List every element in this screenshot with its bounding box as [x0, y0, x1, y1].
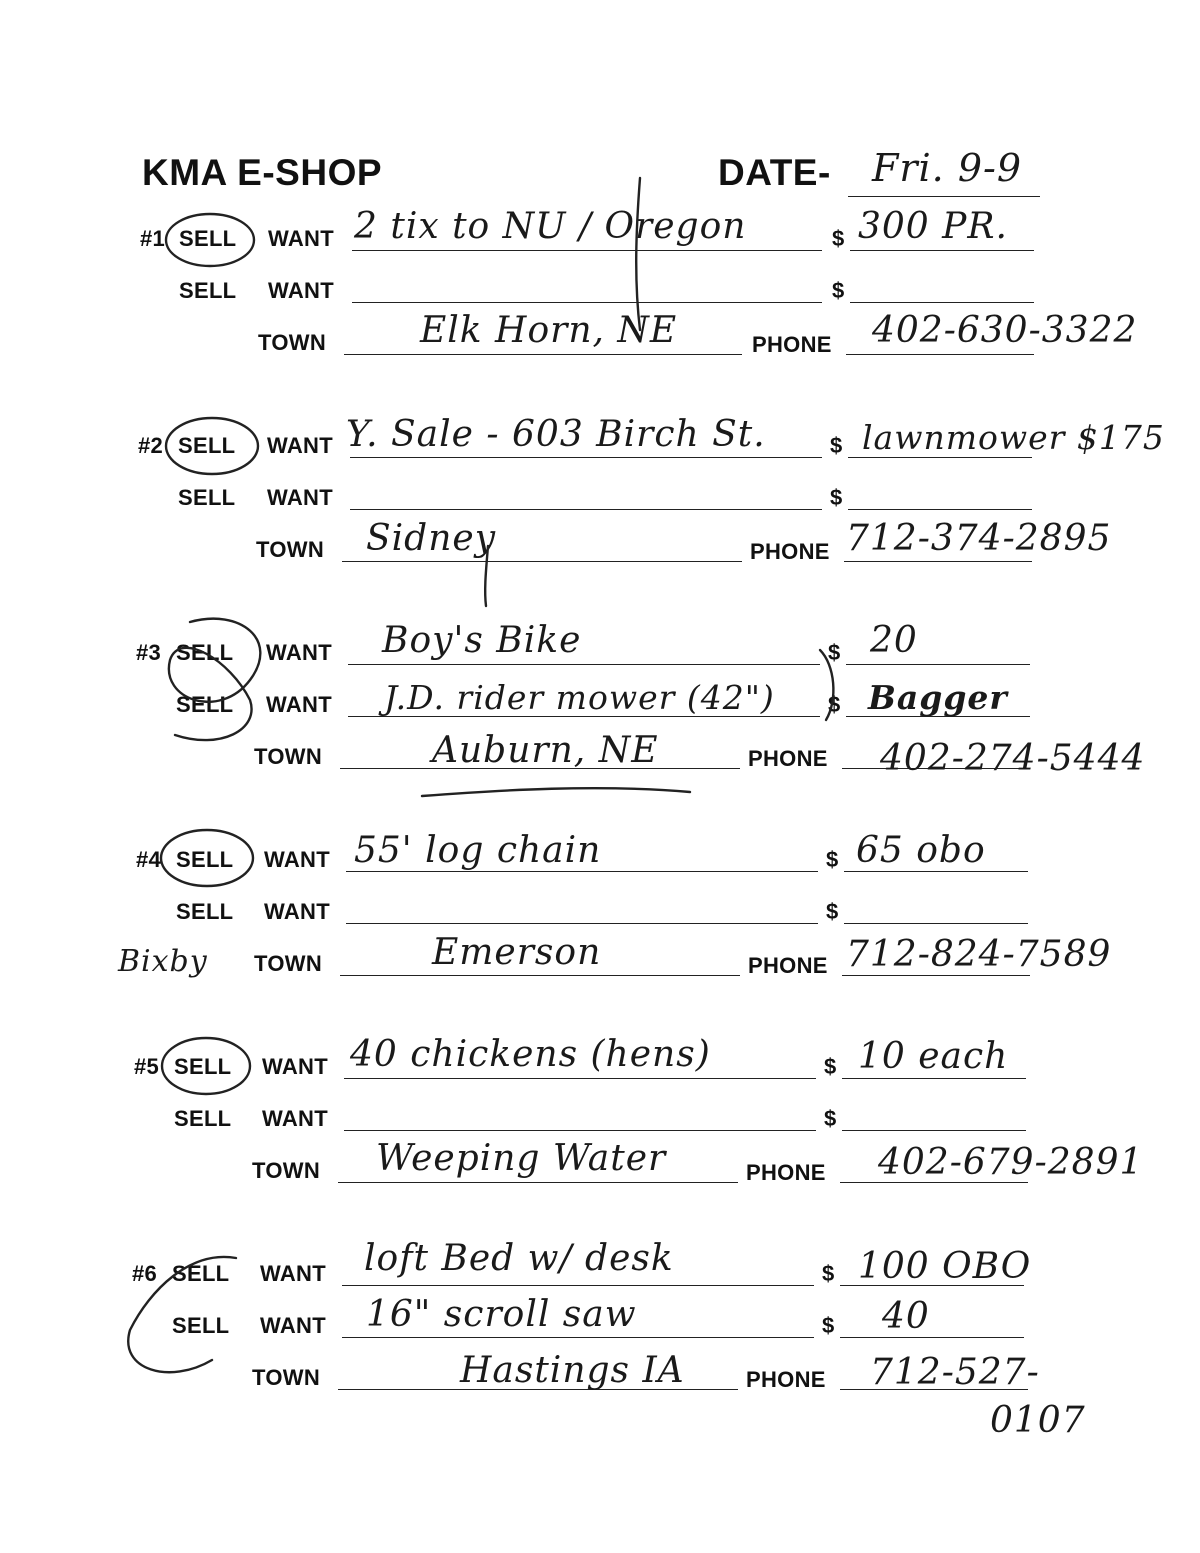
item-line: [352, 250, 822, 251]
price-line: [844, 871, 1028, 872]
price-value: lawnmower $175: [862, 418, 1165, 457]
price-value: 65 obo: [856, 830, 986, 871]
phone-line: [846, 354, 1034, 355]
dollar-sign: $: [824, 1106, 837, 1131]
want-label: WANT: [266, 692, 332, 717]
item-line: [348, 664, 820, 665]
sell-label: SELL: [178, 485, 236, 510]
divider-stroke-1: [636, 178, 640, 330]
sell-label: SELL: [176, 640, 234, 665]
want-label: WANT: [260, 1261, 326, 1286]
want-label: WANT: [266, 640, 332, 665]
phone-value: 712-374-2895: [846, 518, 1112, 559]
phone-value: 402-679-2891: [878, 1142, 1144, 1183]
phone-label: PHONE: [748, 746, 828, 771]
sell-label: SELL: [176, 899, 234, 924]
item-line: [346, 871, 818, 872]
dollar-sign: $: [830, 485, 843, 510]
sell-label: SELL: [179, 278, 237, 303]
dollar-sign: $: [830, 433, 843, 458]
price-line: [848, 457, 1032, 458]
want-label: WANT: [262, 1106, 328, 1131]
phone-value: 402-274-5444: [880, 738, 1146, 779]
sell-label: SELL: [176, 847, 234, 872]
entry-number: #3: [136, 640, 162, 665]
item-line: [352, 302, 822, 303]
item-line: [342, 1285, 814, 1286]
entry-number: #2: [138, 433, 164, 458]
sell-label: SELL: [172, 1313, 230, 1338]
dollar-sign: $: [822, 1313, 835, 1338]
want-label: WANT: [264, 899, 330, 924]
entry-number: #5: [134, 1054, 160, 1079]
phone-label: PHONE: [748, 953, 828, 978]
item-line: [350, 457, 822, 458]
price-value: 10 each: [858, 1036, 1009, 1077]
phone-value: 712-824-7589: [846, 934, 1112, 975]
town-line: [342, 561, 742, 562]
item-value: Boy's Bike: [382, 620, 582, 661]
item-value: loft Bed w/ desk: [364, 1238, 674, 1279]
phone-continuation: 0107: [990, 1400, 1086, 1441]
dollar-sign: $: [832, 278, 845, 303]
town-label: TOWN: [258, 330, 327, 355]
item-value: 55' log chain: [354, 830, 602, 871]
town-line: [338, 1182, 738, 1183]
price-line: [850, 250, 1034, 251]
sell-label: SELL: [172, 1261, 230, 1286]
underline-3: [422, 788, 690, 796]
date-label: DATE-: [718, 152, 831, 193]
item-value: Y. Sale - 603 Birch St.: [346, 414, 766, 455]
town-label: TOWN: [254, 951, 323, 976]
town-value: Elk Horn, NE: [420, 310, 678, 351]
sell-label: SELL: [178, 433, 236, 458]
entry-number: #1: [140, 226, 166, 251]
price-value: 40: [882, 1296, 930, 1337]
entry-number: #6: [132, 1261, 158, 1286]
entry-number: #4: [136, 847, 162, 872]
town-value: Emerson: [432, 932, 602, 973]
town-line: [340, 975, 740, 976]
date-line: [848, 196, 1040, 197]
item-line: [350, 509, 822, 510]
price-value: Bagger: [868, 678, 1008, 717]
price-value: 100 OBO: [858, 1246, 1032, 1287]
want-label: WANT: [268, 278, 334, 303]
town-value: Auburn, NE: [432, 730, 659, 771]
want-label: WANT: [267, 433, 333, 458]
item-line: [344, 1130, 816, 1131]
dollar-sign: $: [828, 692, 841, 717]
margin-note: Bixby: [118, 944, 208, 979]
form-title: KMA E-SHOP: [142, 152, 383, 193]
item-value: 16" scroll saw: [366, 1294, 637, 1335]
phone-label: PHONE: [752, 332, 832, 357]
dollar-sign: $: [822, 1261, 835, 1286]
sell-label: SELL: [176, 692, 234, 717]
dollar-sign: $: [828, 640, 841, 665]
town-value: Hastings IA: [460, 1350, 685, 1391]
item-value: 2 tix to NU / Oregon: [354, 206, 747, 247]
want-label: WANT: [268, 226, 334, 251]
phone-value: 712-527-: [870, 1352, 1040, 1393]
price-line: [840, 1337, 1024, 1338]
price-line: [848, 509, 1032, 510]
phone-line: [842, 975, 1030, 976]
dollar-sign: $: [826, 899, 839, 924]
town-value: Weeping Water: [376, 1138, 667, 1179]
town-line: [344, 354, 742, 355]
price-line: [842, 1078, 1026, 1079]
dollar-sign: $: [824, 1054, 837, 1079]
town-label: TOWN: [252, 1365, 321, 1390]
phone-value: 402-630-3322: [872, 310, 1138, 351]
item-line: [346, 923, 818, 924]
price-line: [842, 1130, 1026, 1131]
price-value: 20: [870, 620, 918, 661]
phone-label: PHONE: [750, 539, 830, 564]
phone-line: [844, 561, 1032, 562]
item-line: [344, 1078, 816, 1079]
price-line: [850, 302, 1034, 303]
want-label: WANT: [260, 1313, 326, 1338]
town-value: Sidney: [366, 518, 497, 559]
sell-label: SELL: [179, 226, 237, 251]
sell-label: SELL: [174, 1106, 232, 1131]
want-label: WANT: [262, 1054, 328, 1079]
phone-label: PHONE: [746, 1367, 826, 1392]
dollar-sign: $: [826, 847, 839, 872]
want-label: WANT: [267, 485, 333, 510]
dollar-sign: $: [832, 226, 845, 251]
price-value: 300 PR.: [858, 206, 1008, 247]
want-label: WANT: [264, 847, 330, 872]
town-label: TOWN: [256, 537, 325, 562]
sell-circle-3: [169, 619, 260, 740]
item-line: [342, 1337, 814, 1338]
item-value: 40 chickens (hens): [350, 1034, 711, 1075]
town-label: TOWN: [252, 1158, 321, 1183]
date-value: Fri. 9-9: [872, 146, 1023, 190]
sell-label: SELL: [174, 1054, 232, 1079]
price-line: [844, 923, 1028, 924]
price-line: [846, 664, 1030, 665]
phone-label: PHONE: [746, 1160, 826, 1185]
town-label: TOWN: [254, 744, 323, 769]
item-value: J.D. rider mower (42"): [384, 678, 775, 717]
